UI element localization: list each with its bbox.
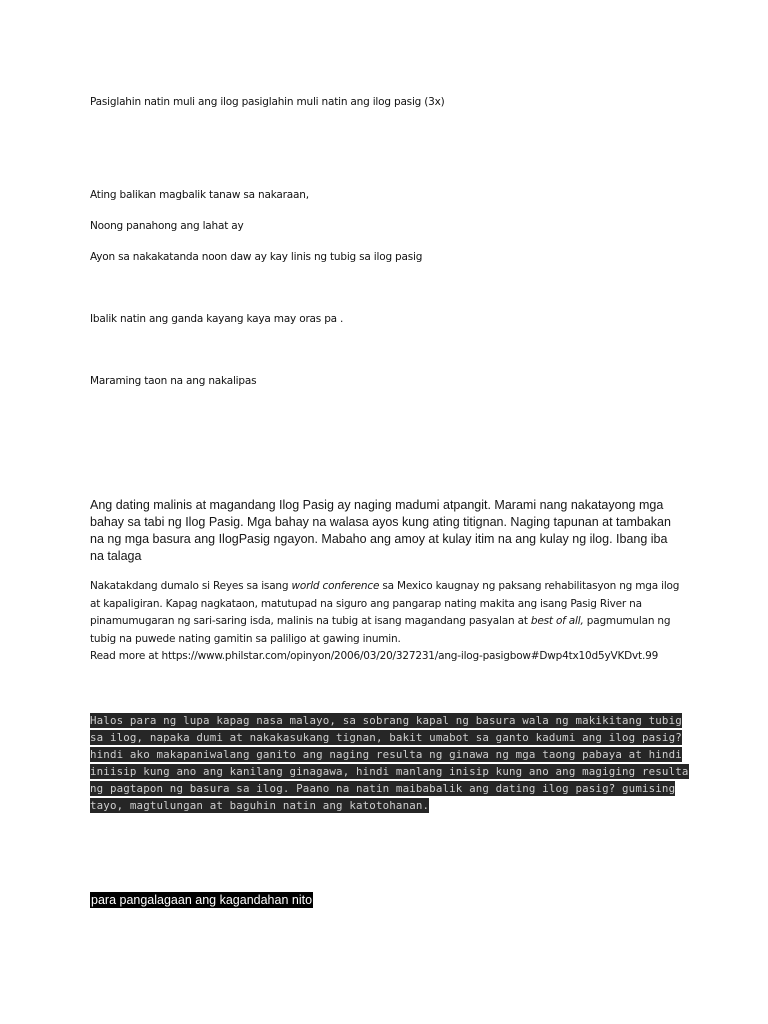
lyric-line-2: Ating balikan magbalik tanaw sa nakaraan,	[90, 189, 309, 201]
lyric-line-6: Maraming taon na ang nakalipas	[90, 375, 257, 387]
news-text-part-3: pagmumulan ng tubig na puwede nating gamitin sa paliligo at gawing inumin.	[90, 615, 671, 645]
highlighted-paragraph	[90, 712, 690, 814]
news-emphasis-world-conference: world conference	[291, 580, 380, 592]
closing-line-text: para pangalagaan ang kagandahan nito	[91, 893, 313, 907]
news-excerpt	[90, 578, 690, 666]
closing-line	[90, 892, 313, 908]
paragraph-river-description: Ang dating malinis at magandang Ilog Pasig ay naging madumi atpangit. Marami nang nakatayong mga bahay sa tabi ng Ilog Pasig. Mga bahay na walasa ayos kung ating titignan. Naging tapunan at tambakan na ng mga basura ang IlogPasig ngayon. Mabaho ang amoy at kulay itim na ang kulay ng ilog. Ibang iba na talaga	[90, 498, 671, 563]
read-more-link[interactable]: Read more at https://www.philstar.com/opinyon/2006/03/20/327231/ang-ilog-pasigbow#Dwp4tx10d5yVKDvt.99	[90, 650, 659, 662]
highlighted-paragraph-text: Halos para ng lupa kapag nasa malayo, sa sobrang kapal ng basura wala ng makikitang tubig sa ilog, napaka dumi at nakakasukang tignan, bakit umabot sa ganto kadumi ang ilog pasig? hindi ako makapaniwalang ganito ang naging resulta ng ginawa ng mga taong pabaya at hindi iniisip kung ano ang kanilang ginagawa, hindi manlang inisip kung ano ang magiging resulta ng pagtapon ng basura sa ilog. Paano na natin maibabalik ang dating ilog pasig? gumising tayo, magtulungan at baguhin natin ang katotohanan.	[90, 714, 689, 812]
news-text-part-1: Nakatakdang dumalo si Reyes sa isang	[90, 580, 292, 592]
lyric-line-5: Ibalik natin ang ganda kayang kaya may oras pa .	[90, 313, 344, 325]
lyric-line-3: Noong panahong ang lahat ay	[90, 220, 244, 232]
lyric-line-chorus: Pasiglahin natin muli ang ilog pasiglahin muli natin ang ilog pasig (3x)	[90, 96, 445, 108]
news-emphasis-best-of-all: best of all,	[530, 615, 584, 627]
lyric-line-4: Ayon sa nakakatanda noon daw ay kay linis ng tubig sa ilog pasig	[90, 251, 423, 263]
news-text-part-2: sa Mexico kaugnay ng paksang rehabilitasyon ng mga ilog at kapaligiran. Kapag nagkataon, matutupad na siguro ang pangarap nating makita ang isang Pasig River na pinamumugaran ng sari-saring isda, malinis na tubig at isang magandang pasyalan at	[90, 580, 680, 627]
